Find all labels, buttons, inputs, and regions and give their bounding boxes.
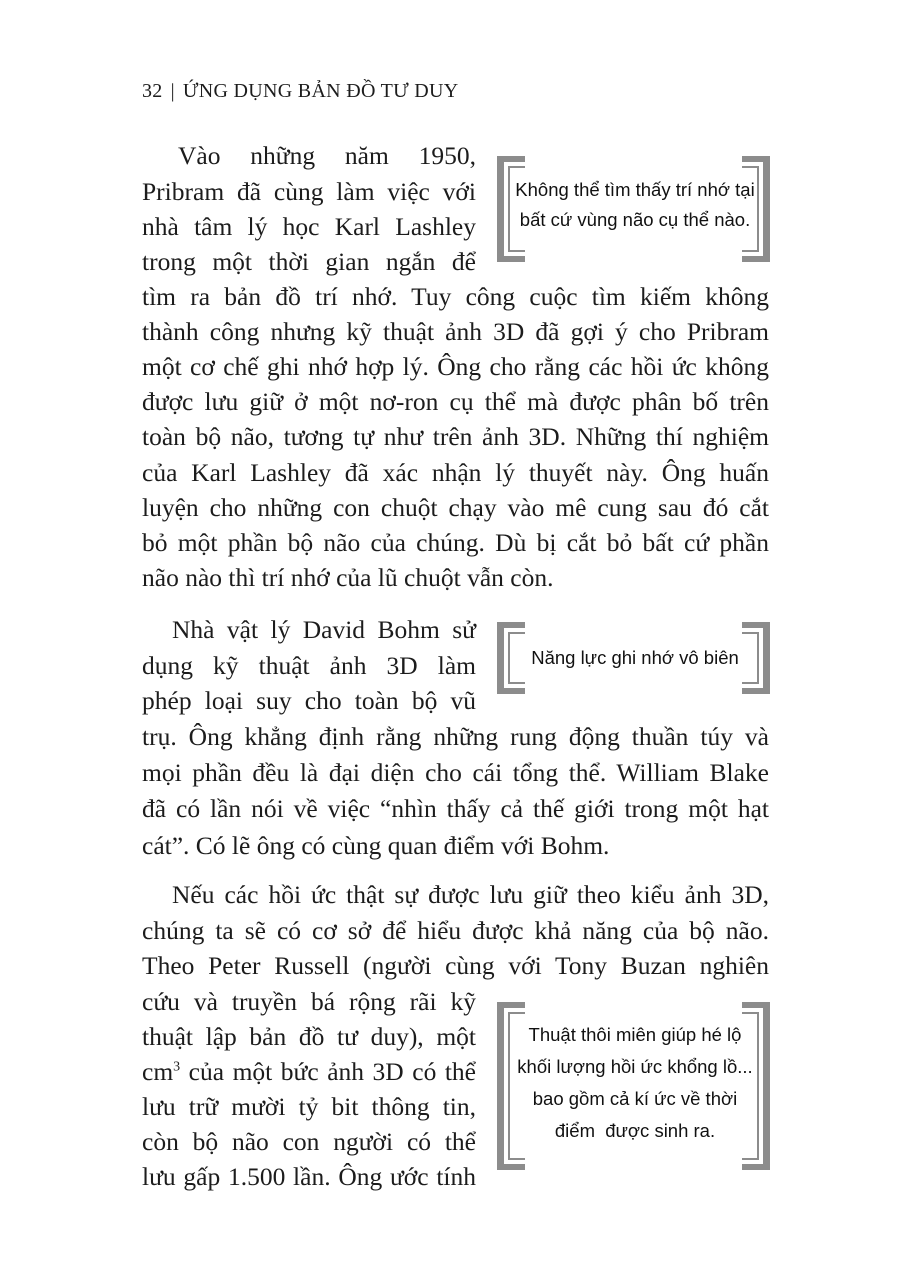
text-line: trong một thời gian ngắn để <box>142 247 476 276</box>
callout-line: khối lượng hồi ức khổng lồ... <box>517 1056 753 1077</box>
text-line: bỏ một phần bộ não của chúng. Dù bị cắt bỏ bất cứ phần <box>142 528 769 557</box>
text-line: phép loại suy cho toàn bộ vũ <box>142 686 476 715</box>
text-line: đã có lần nói về việc “nhìn thấy cả thế giới trong một hạt <box>142 794 769 823</box>
text-line: còn bộ não con người có thể <box>142 1127 476 1156</box>
text-line: một cơ chế ghi nhớ hợp lý. Ông cho rằng các hồi ức không <box>142 352 769 381</box>
text-line: nhà tâm lý học Karl Lashley <box>142 212 476 241</box>
text-line: trụ. Ông khẳng định rằng những rung động thuần túy và <box>142 722 769 751</box>
text-line: cứu và truyền bá rộng rãi kỹ <box>142 987 476 1016</box>
callout-text <box>505 1019 765 1147</box>
text-line: toàn bộ não, tương tự như trên ảnh 3D. Những thí nghiệm <box>142 422 769 451</box>
text-line: của Karl Lashley đã xác nhận lý thuyết này. Ông huấn <box>142 458 769 487</box>
text-line <box>142 1054 476 1090</box>
text-line: mọi phần đều là đại diện cho cái tổng thể. William Blake <box>142 758 769 787</box>
book-title: ỨNG DỤNG BẢN ĐỒ TƯ DUY <box>182 80 459 102</box>
text-line: lưu trữ mười tỷ bit thông tin, <box>142 1092 476 1121</box>
text-line: Nhà vật lý David Bohm sử <box>172 615 476 644</box>
unit-cm: $cm^3$ <box>142 1057 181 1086</box>
text-line: được lưu giữ ở một nơ-ron cụ thể mà được phân bố trên <box>142 387 769 416</box>
callout-line: Không thể tìm thấy trí nhớ tại <box>515 179 755 200</box>
text-line: dụng kỹ thuật ảnh 3D làm <box>142 651 476 680</box>
callout-line: Thuật thôi miên giúp hé lộ <box>528 1024 742 1045</box>
text-line: luyện cho những con chuột chạy vào mê cung sau đó cắt <box>142 493 769 522</box>
callout-line: bất cứ vùng não cụ thể nào. <box>519 209 751 230</box>
callout-line: Năng lực ghi nhớ vô biên <box>531 647 739 668</box>
text-line: Pribram đã cùng làm việc với <box>142 177 476 206</box>
text-line: chúng ta sẽ có cơ sở để hiểu được khả năng của bộ não. <box>142 916 769 945</box>
page-number: 32 <box>142 80 163 102</box>
running-header <box>142 80 459 103</box>
text-line: tìm ra bản đồ trí nhớ. Tuy công cuộc tìm kiếm không <box>142 282 769 311</box>
callout-text <box>505 175 765 235</box>
text-line: Theo Peter Russell (người cùng với Tony Buzan nghiên <box>142 951 769 980</box>
text-line: cát”. Có lẽ ông có cùng quan điểm với Bohm. <box>142 831 610 860</box>
callout-line: điểm được sinh ra. <box>554 1120 716 1141</box>
text-segment: của một bức ảnh 3D có thể <box>180 1057 476 1086</box>
text-line: Vào những năm 1950, <box>178 141 476 170</box>
text-line: thuật lập bản đồ tư duy), một <box>142 1022 476 1051</box>
callout-text <box>505 643 765 673</box>
text-line: Nếu các hồi ức thật sự được lưu giữ theo kiểu ảnh 3D, <box>172 880 769 909</box>
text-line: lưu gấp 1.500 lần. Ông ước tính <box>142 1162 476 1191</box>
header-separator: | <box>170 80 175 102</box>
superscript-3: 3 <box>173 1059 181 1075</box>
text-line: não nào thì trí nhớ của lũ chuột vẫn còn. <box>142 563 554 592</box>
callout-line: bao gồm cả kí ức về thời <box>532 1088 738 1109</box>
text-line: thành công nhưng kỹ thuật ảnh 3D đã gợi ý cho Pribram <box>142 317 769 346</box>
